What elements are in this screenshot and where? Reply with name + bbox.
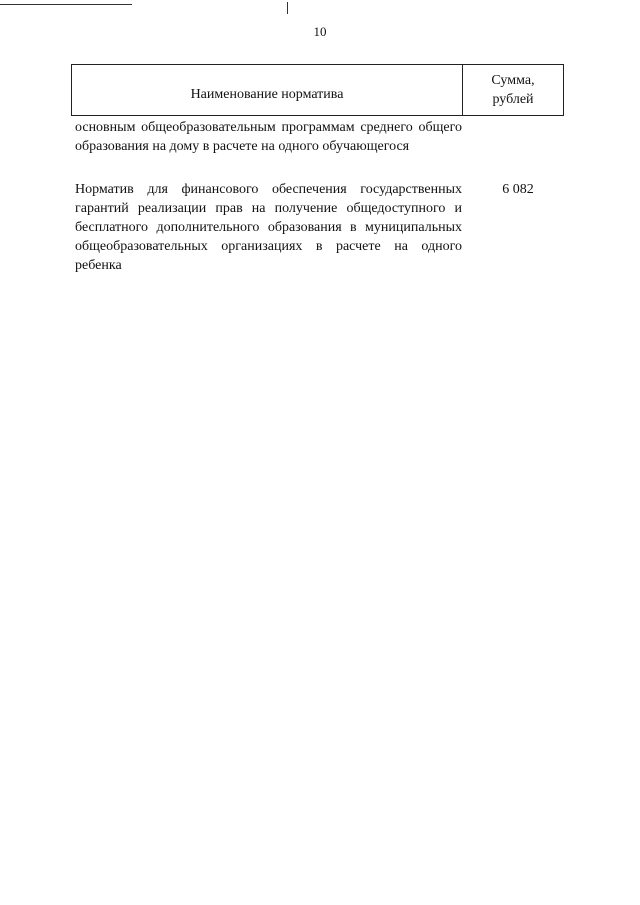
row-name: Норматив для финансового обеспечения государственных гарантий реализации прав на получение общедоступного и бесплатного дополнительного образования в муниципальных общеобразовательных организациях в расчете на одного ребенка [75, 182, 462, 273]
row-name: основным общеобразовательным программам среднего общего образования на дому в расчете на одного обучающегося [75, 120, 462, 154]
header-sum-column: Сумма, рублей [491, 73, 535, 107]
row-sum [462, 118, 564, 156]
row-sum: 6 082 [502, 182, 534, 197]
header-name-column: Наименование норматива [72, 65, 463, 115]
table-header [71, 64, 564, 116]
table-row [71, 118, 564, 156]
scan-tick-mark [287, 2, 288, 14]
scan-line-mark [0, 4, 132, 5]
table-row [71, 180, 564, 275]
page-number: 10 [313, 24, 327, 39]
normative-table [71, 64, 564, 275]
